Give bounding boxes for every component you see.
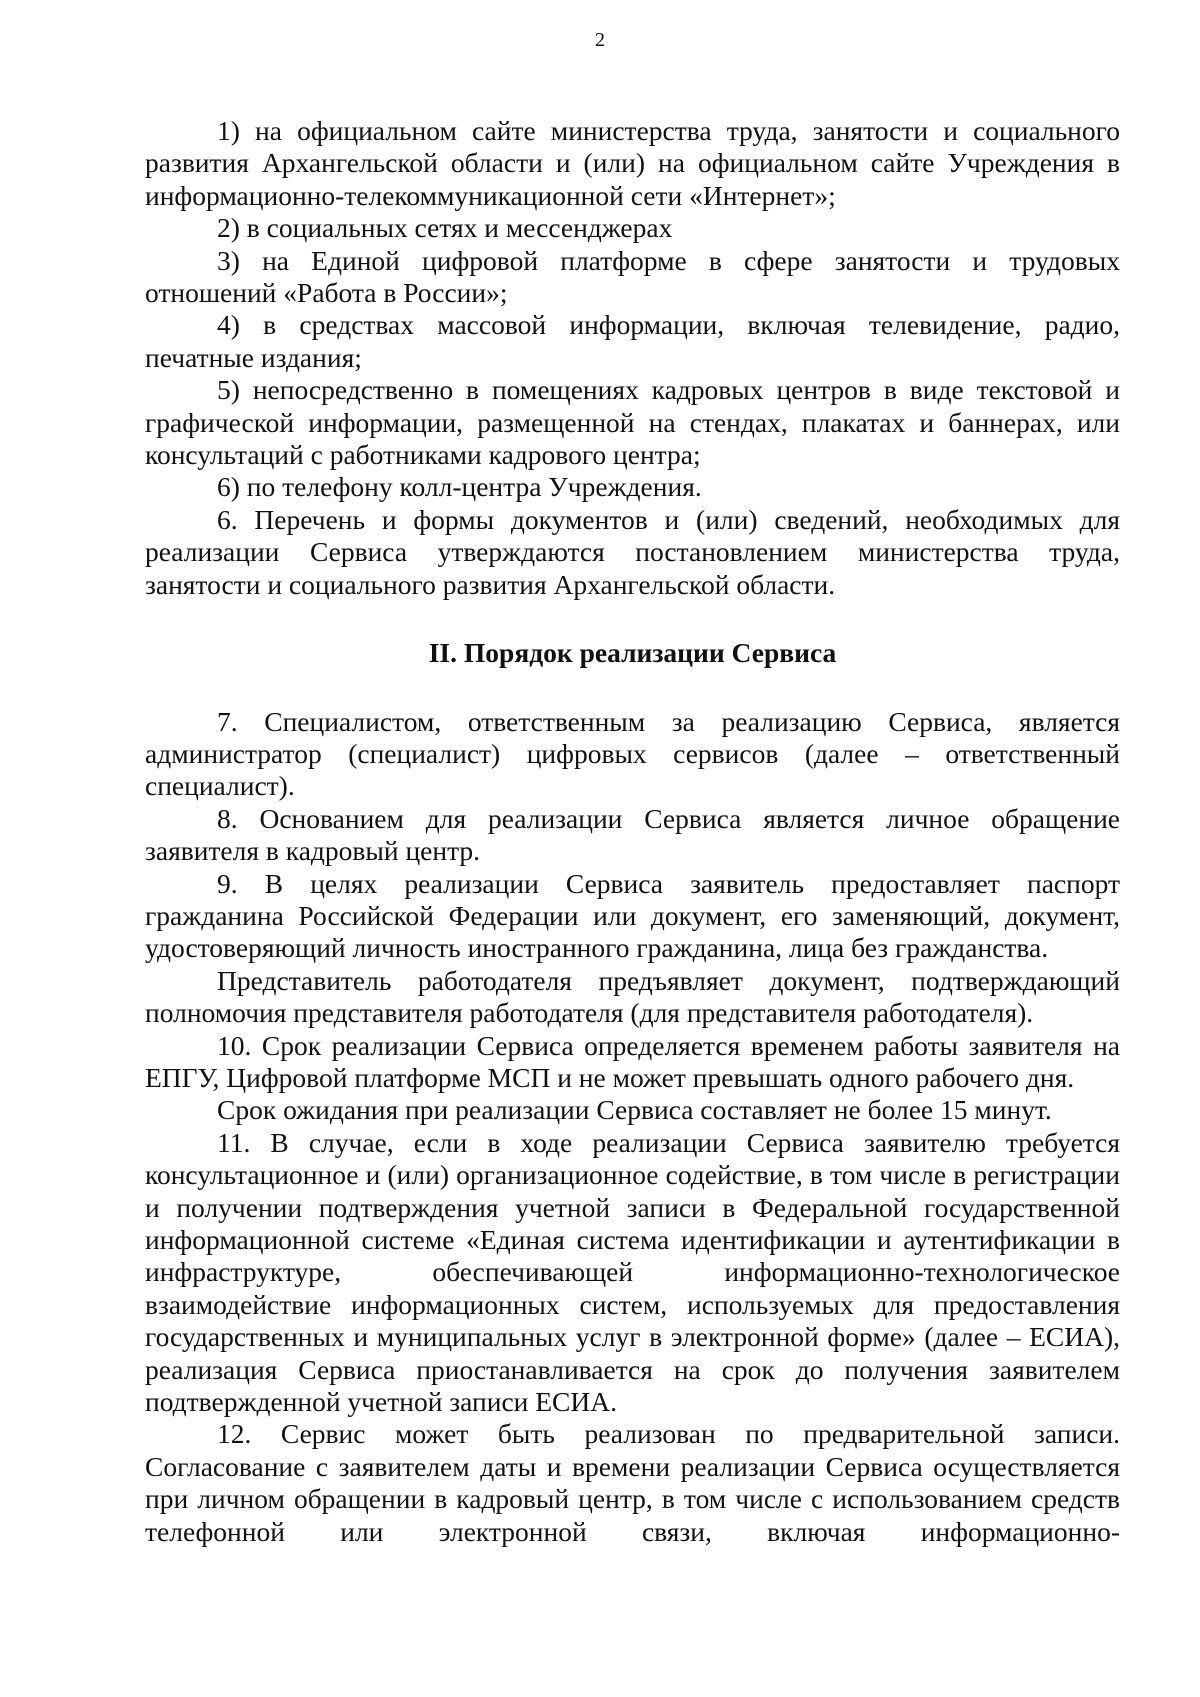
list-item-hr-center-premises: 5) непосредственно в помещениях кадровых центров в виде текстовой и графической информации, размещенной на стендах, плакатах и баннерах, или консультаций с работниками кадрового центра; bbox=[145, 374, 1120, 471]
list-item-call-center: 6) по телефону колл-центра Учреждения. bbox=[217, 471, 702, 503]
section-heading: II. Порядок реализации Сервиса bbox=[428, 637, 837, 669]
clause-10-waiting-time: Срок ожидания при реализации Сервиса составляет не более 15 минут. bbox=[217, 1094, 1052, 1126]
clause-8: 8. Основанием для реализации Сервиса является личное обращение заявителя в кадровый центр. bbox=[145, 802, 1120, 867]
clause-11: 11. В случае, если в ходе реализации Сервиса заявителю требуется консультационное и (или) организационное содействие, в том числе в регистрации и получении подтверждения учетной записи в Федеральной государственной информационной системе «Единая система идентификации и аутентификации в инфраструктуре, обеспечивающей информационно-технологическое взаимодействие информационных систем, используемых для предоставления государственных и муниципальных услуг в электронной форме» (далее – ЕСИА), реализация Сервиса приостанавливается на срок до получения заявителем подтвержденной учетной записи ЕСИА. bbox=[145, 1126, 1120, 1418]
clause-9-representative: Представитель работодателя предъявляет документ, подтверждающий полномочия представителя работодателя (для представителя работодателя). bbox=[145, 964, 1120, 1029]
list-item-mass-media: 4) в средствах массовой информации, включая телевидение, радио, печатные издания; bbox=[145, 309, 1120, 373]
list-item-social-networks: 2) в социальных сетях и мессенджерах bbox=[217, 212, 673, 244]
document-body bbox=[145, 115, 1120, 1548]
clause-12: 12. Сервис может быть реализован по предварительной записи. Согласование с заявителем даты и времени реализации Сервиса осуществляется при личном обращении в кадровый центр, в том числе с использованием средств телефонной или электронной связи, включая информационно- bbox=[145, 1418, 1120, 1547]
clause-7: 7. Специалистом, ответственным за реализацию Сервиса, является администратор (специалист) цифровых сервисов (далее – ответственный специалист). bbox=[145, 705, 1120, 802]
list-item-digital-platform: 3) на Единой цифровой платформе в сфере занятости и трудовых отношений «Работа в России»; bbox=[145, 244, 1120, 309]
page-number: 2 bbox=[595, 29, 605, 51]
clause-9: 9. В целях реализации Сервиса заявитель предоставляет паспорт гражданина Российской Федерации или документ, его заменяющий, документ, удостоверяющий личность иностранного гражданина, лица без гражданства. bbox=[145, 867, 1120, 964]
clause-10: 10. Срок реализации Сервиса определяется временем работы заявителя на ЕПГУ, Цифровой платформе МСП и не может превышать одного рабочего дня. bbox=[145, 1029, 1120, 1093]
list-item-website: 1) на официальном сайте министерства труда, занятости и социального развития Архангельской области и (или) на официальном сайте Учреждения в информационно-телекоммуникационной сети «Интернет»; bbox=[145, 115, 1120, 211]
clause-6: 6. Перечень и формы документов и (или) сведений, необходимых для реализации Сервиса утверждаются постановлением министерства труда, занятости и социального развития Архангельской области. bbox=[145, 503, 1120, 600]
